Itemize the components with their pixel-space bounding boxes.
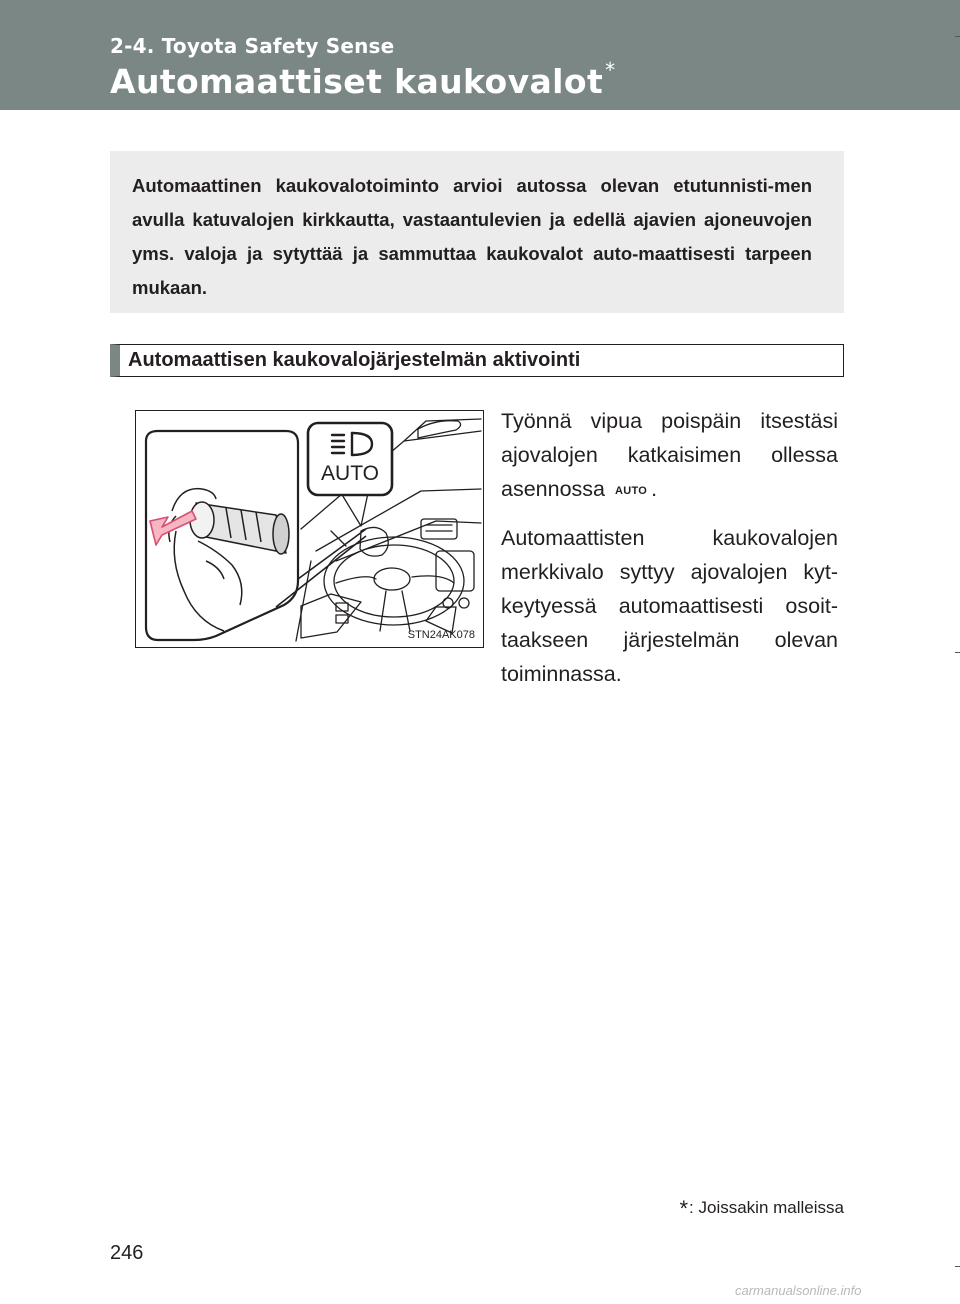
intro-box bbox=[110, 151, 844, 313]
figure-code: STN24AK078 bbox=[407, 629, 475, 641]
crop-mark-bottom bbox=[955, 1266, 960, 1267]
intro-text: Automaattinen kaukovalotoiminto arvioi autossa olevan etutunnisti-men avulla katuvalojen kirkkautta, vastaantulevien ja edellä ajavien ajoneuvojen yms. valoja ja sytyttää ja sammuttaa kaukovalot auto-maattisesti tarpeen mukaan. bbox=[132, 175, 812, 298]
page-header bbox=[0, 0, 960, 110]
section-label: 2-4. Toyota Safety Sense bbox=[110, 34, 395, 58]
crop-mark-middle bbox=[955, 652, 960, 653]
watermark: carmanualsonline.info bbox=[735, 1283, 862, 1298]
instruction-text-part: Työnnä vipua poispäin itsestäsi ajovalojen katkaisimen ollessa asennossa bbox=[501, 409, 838, 501]
instruction-text bbox=[501, 404, 838, 691]
steering-wheel bbox=[324, 537, 464, 625]
footnote-marker: * bbox=[679, 1196, 689, 1221]
crop-mark-top bbox=[955, 36, 960, 37]
page-title bbox=[110, 58, 616, 101]
section-heading-text: Automaattisen kaukovalojärjestelmän aktivointi bbox=[128, 349, 581, 371]
figure-headlight-lever bbox=[135, 410, 484, 648]
section-heading bbox=[110, 344, 844, 377]
instruction-paragraph-1 bbox=[501, 404, 838, 508]
page-title-text: Automaattiset kaukovalot bbox=[110, 62, 604, 101]
page-number: 246 bbox=[110, 1242, 144, 1264]
instruction-text-end: . bbox=[651, 477, 658, 501]
auto-position-icon: AUTO bbox=[614, 485, 648, 497]
dashboard-illustration bbox=[136, 411, 483, 647]
auto-switch-label: AUTO bbox=[321, 462, 379, 485]
callout-pointer bbox=[341, 493, 368, 526]
instruction-paragraph-2: Automaattisten kaukovalojen merkkivalo syttyy ajovalojen kyt-keytyessä automaattisesti osoit-taakseen järjestelmän olevan toiminnassa. bbox=[501, 526, 838, 686]
footnote-text: : Joissakin malleissa bbox=[689, 1198, 844, 1217]
footnote bbox=[679, 1196, 844, 1222]
title-marker: * bbox=[605, 58, 616, 82]
